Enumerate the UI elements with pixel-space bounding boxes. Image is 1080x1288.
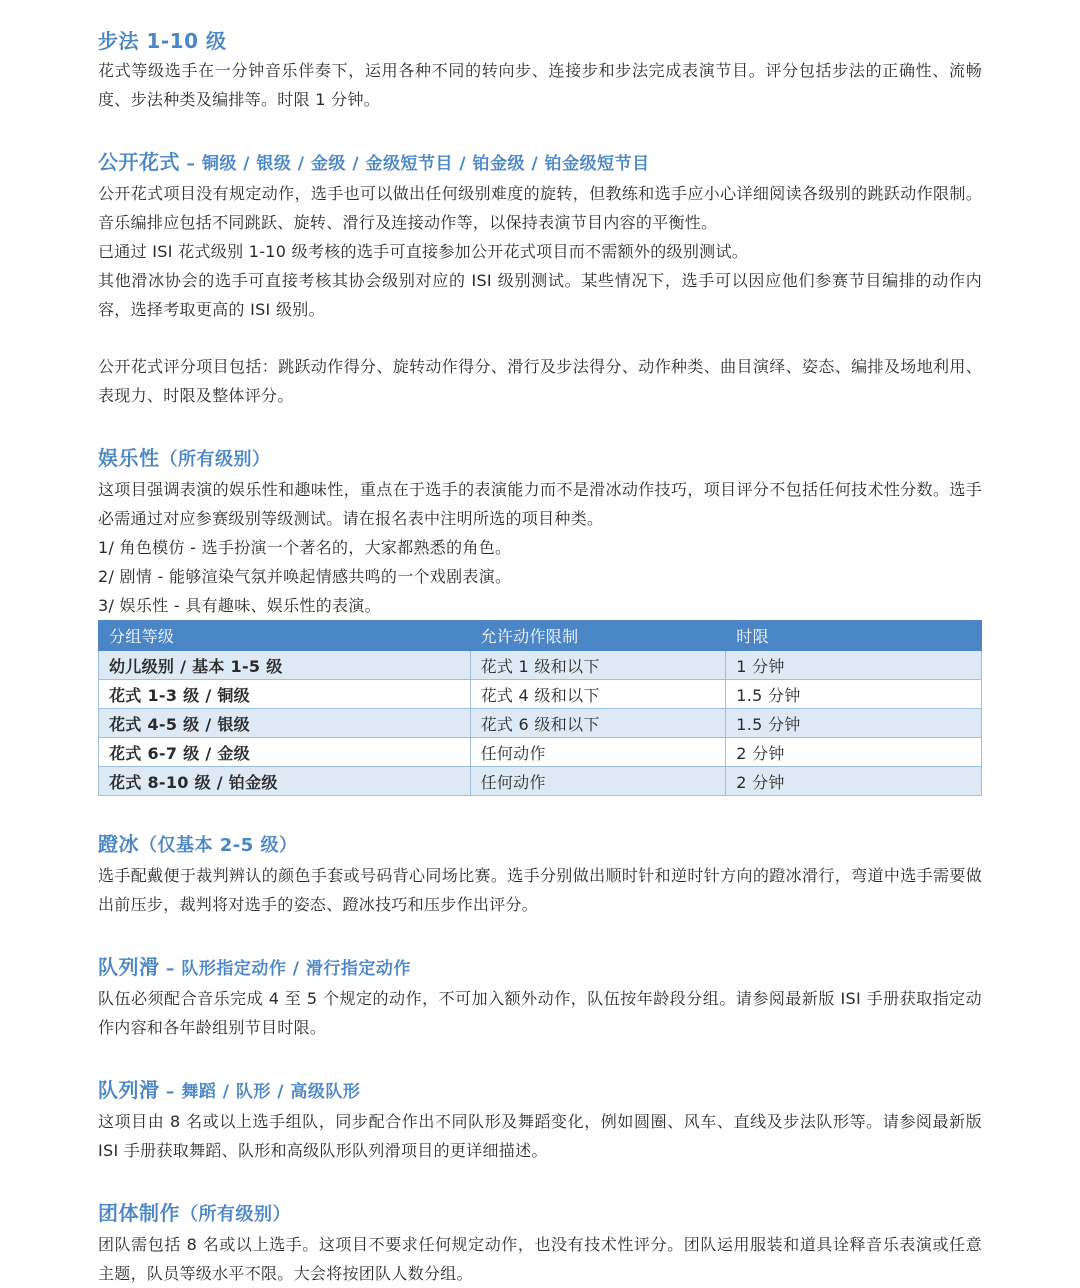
- section-open-freestyle: [98, 147, 982, 410]
- table-header: 时限: [726, 621, 982, 651]
- section-title: [98, 829, 982, 861]
- section-subtitle: – 队形指定动作 / 滑行指定动作: [159, 959, 411, 979]
- list-item: 2/ 剧情 - 能够渲染气氛并唤起情感共鸣的一个戏剧表演。: [98, 567, 512, 586]
- section-entertainment: [98, 443, 982, 796]
- section-synchro-compulsory: [98, 952, 982, 1042]
- section-footwork: [98, 26, 982, 114]
- paragraph: 花式等级选手在一分钟音乐伴奏下，运用各种不同的转向步、连接步和步法完成表演节目。评分包括步法的正确性、流畅度、步法种类及编排等。时限 1 分钟。: [98, 61, 982, 109]
- section-speed: [98, 829, 982, 919]
- section-production: [98, 1198, 982, 1288]
- table-header-row: [99, 621, 982, 651]
- list-item: 3/ 娱乐性 - 具有趣味、娱乐性的表演。: [98, 596, 381, 615]
- table-cell: 花式 6-7 级 / 金级: [99, 738, 471, 767]
- table-cell: 1 分钟: [726, 651, 982, 680]
- table-cell: 幼儿级别 / 基本 1-5 级: [99, 651, 471, 680]
- section-synchro-dance: [98, 1075, 982, 1165]
- table-header: 允许动作限制: [470, 621, 726, 651]
- section-title: [98, 952, 982, 984]
- table-row: [99, 651, 982, 680]
- table-cell: 花式 8-10 级 / 铂金级: [99, 767, 471, 796]
- section-title-paren: （所有级别）: [180, 1204, 291, 1225]
- section-title-main: 蹬冰: [98, 832, 139, 856]
- section-subtitle: – 铜级 / 银级 / 金级 / 金级短节目 / 铂金级 / 铂金级短节目: [180, 154, 650, 174]
- section-title: [98, 1198, 982, 1230]
- table-cell: 任何动作: [470, 767, 726, 796]
- paragraph: 已通过 ISI 花式级别 1-10 级考核的选手可直接参加公开花式项目而不需额外的级别测试。: [98, 242, 749, 261]
- table-cell: 2 分钟: [726, 767, 982, 796]
- table-row: [99, 680, 982, 709]
- table-cell: 花式 6 级和以下: [470, 709, 726, 738]
- table-cell: 任何动作: [470, 738, 726, 767]
- table-cell: 花式 4 级和以下: [470, 680, 726, 709]
- paragraph: 选手配戴便于裁判辨认的颜色手套或号码背心同场比赛。选手分别做出顺时针和逆时针方向的蹬冰滑行，弯道中选手需要做出前压步，裁判将对选手的姿态、蹬冰技巧和压步作出评分。: [98, 866, 982, 914]
- section-title-main: 公开花式: [98, 150, 180, 174]
- table-header: 分组等级: [99, 621, 471, 651]
- section-title: [98, 1075, 982, 1107]
- paragraph: 团队需包括 8 名或以上选手。这项目不要求任何规定动作，也没有技术性评分。团队运用服装和道具诠释音乐表演或任意主题，队员等级水平不限。大会将按团队人数分组。: [98, 1235, 982, 1283]
- paragraph: 公开花式项目没有规定动作，选手也可以做出任何级别难度的旋转，但教练和选手应小心详细阅读各级别的跳跃动作限制。音乐编排应包括不同跳跃、旋转、滑行及连接动作等，以保持表演节目内容的平衡性。: [98, 184, 982, 232]
- paragraph: 队伍必须配合音乐完成 4 至 5 个规定的动作，不可加入额外动作，队伍按年龄段分组。请参阅最新版 ISI 手册获取指定动作内容和各年龄组别节目时限。: [98, 989, 982, 1037]
- paragraph: 这项目强调表演的娱乐性和趣味性，重点在于选手的表演能力而不是滑冰动作技巧，项目评分不包括任何技术性分数。选手必需通过对应参赛级别等级测试。请在报名表中注明所选的项目种类。: [98, 480, 982, 528]
- table-cell: 花式 1-3 级 / 铜级: [99, 680, 471, 709]
- table-cell: 花式 1 级和以下: [470, 651, 726, 680]
- table-row: [99, 709, 982, 738]
- section-title-main: 队列滑: [98, 955, 160, 979]
- section-title-paren: （仅基本 2-5 级）: [139, 835, 298, 856]
- section-title: 步法 1-10 级: [98, 29, 227, 53]
- paragraph-scoring: 公开花式评分项目包括：跳跃动作得分、旋转动作得分、滑行及步法得分、动作种类、曲目演绎、姿态、编排及场地利用、表现力、时限及整体评分。: [98, 357, 982, 405]
- section-title: [98, 443, 982, 475]
- section-subtitle: – 舞蹈 / 队形 / 高级队形: [159, 1082, 361, 1102]
- section-title-paren: （所有级别）: [159, 449, 271, 470]
- section-title-main: 团体制作: [98, 1201, 180, 1225]
- table-row: [99, 767, 982, 796]
- paragraph: 这项目由 8 名或以上选手组队，同步配合作出不同队形及舞蹈变化，例如圆圈、风车、直线及步法队形等。请参阅最新版 ISI 手册获取舞蹈、队形和高级队形队列滑项目的更详细描述。: [98, 1112, 982, 1160]
- table-cell: 2 分钟: [726, 738, 982, 767]
- table-cell: 1.5 分钟: [726, 680, 982, 709]
- table-row: [99, 738, 982, 767]
- section-title-main: 娱乐性: [98, 446, 160, 470]
- paragraph: 其他滑冰协会的选手可直接考核其协会级别对应的 ISI 级别测试。某些情况下，选手可以因应他们参赛节目编排的动作内容，选择考取更高的 ISI 级别。: [98, 271, 982, 319]
- table-cell: 1.5 分钟: [726, 709, 982, 738]
- section-title-main: 队列滑: [98, 1078, 160, 1102]
- list-item: 1/ 角色模仿 - 选手扮演一个著名的，大家都熟悉的角色。: [98, 538, 512, 557]
- section-title: [98, 147, 982, 179]
- table-cell: 花式 4-5 级 / 银级: [99, 709, 471, 738]
- entertainment-table: [98, 620, 982, 796]
